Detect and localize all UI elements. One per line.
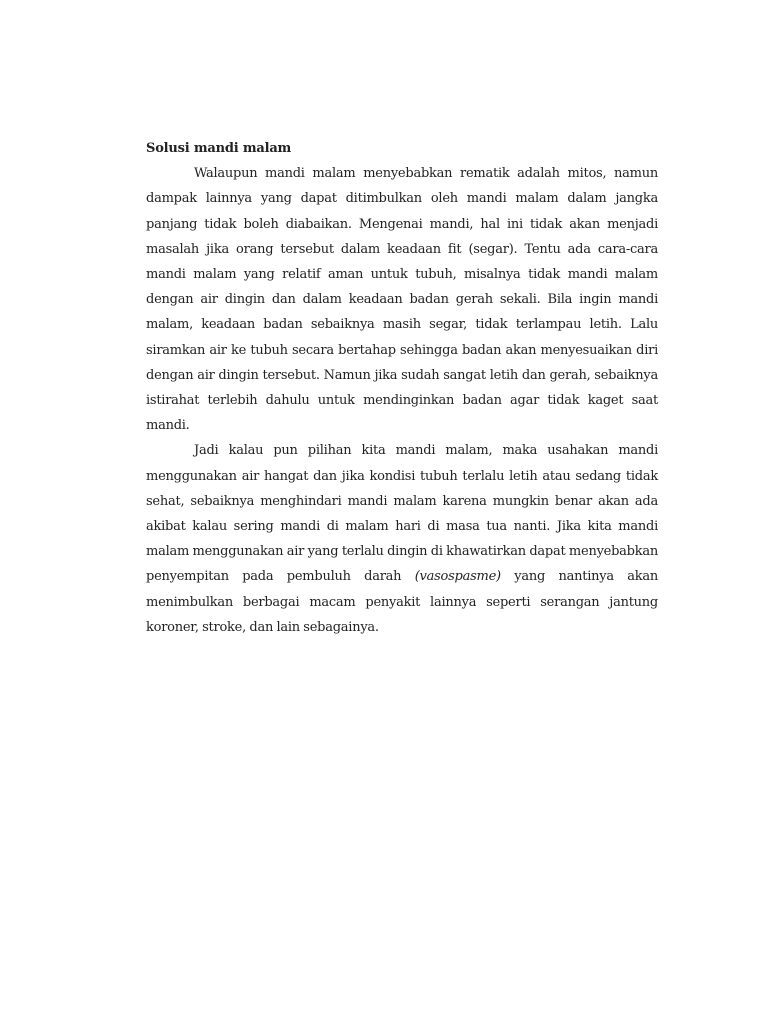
section-heading: Solusi mandi malam [146, 141, 292, 156]
paragraph-2-text-end: yang nantinya akan menimbulkan berbagai macam penyakit lainnya seperti serangan jantung koroner, stroke, dan lain sebagainya. [146, 569, 658, 635]
paragraph-2-text-start: Jadi kalau pun pilihan kita mandi malam, maka usahakan mandi menggunakan air hangat dan jika kondisi tubuh terlalu letih atau sedang tidak sehat, sebaiknya menghindari mandi malam karena mungkin benar akan ada akibat kalau sering mandi di malam hari di masa tua nanti. Jika kita mandi malam menggunakan air yang terlalu dingin di khawatirkan dapat menyebabkan penyempitan pada pembuluh darah [146, 443, 658, 585]
document-body [146, 136, 658, 640]
italic-term: (vasospasme) [414, 569, 501, 585]
paragraph-1: Walaupun mandi malam menyebabkan rematik adalah mitos, namun dampak lainnya yang dapat ditimbulkan oleh mandi malam dalam jangka panjang tidak boleh diabaikan. Mengenai mandi, hal ini tidak akan menjadi masalah jika orang tersebut dalam keadaan fit (segar). Tentu ada cara-cara mandi malam yang relatif aman untuk tubuh, misalnya tidak mandi malam dengan air dingin dan dalam keadaan badan gerah sekali. Bila ingin mandi malam, keadaan badan sebaiknya masih segar, tidak terlampau letih. Lalu siramkan air ke tubuh secara bertahap sehingga badan akan menyesuaikan diri dengan air dingin tersebut. Namun jika sudah sangat letih dan gerah, sebaiknya istirahat terlebih dahulu untuk mendinginkan badan agar tidak kaget saat mandi. [146, 166, 658, 434]
paragraph-2 [146, 438, 658, 640]
